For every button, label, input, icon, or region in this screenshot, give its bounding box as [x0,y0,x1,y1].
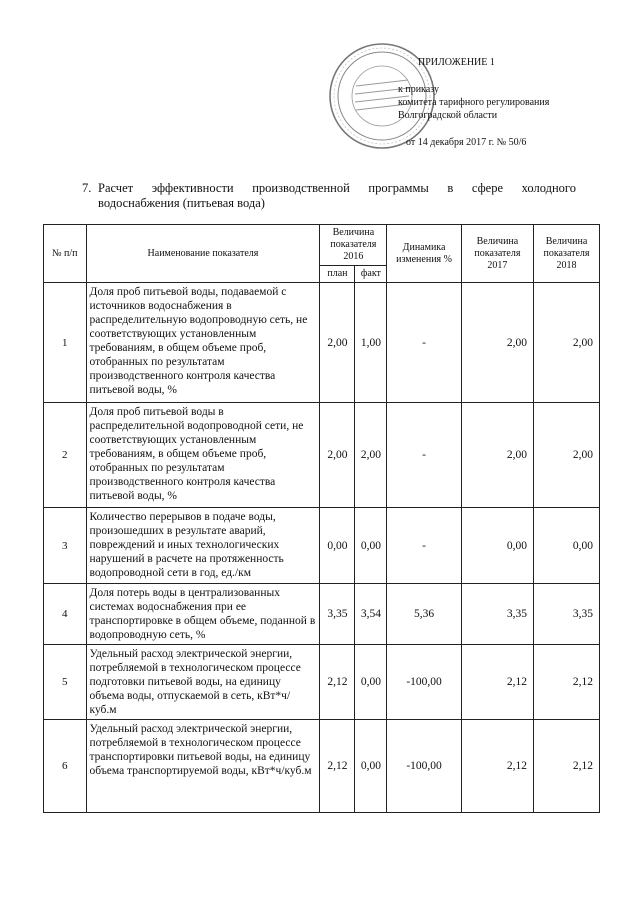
row-plan: 2,12 [320,645,355,720]
table-row [44,283,600,403]
appendix-line-1: к приказу [398,84,439,95]
row-dynamics: -100,00 [387,720,461,813]
efficiency-table [43,224,600,813]
row-number: 4 [44,584,87,645]
row-plan: 3,35 [320,584,355,645]
header-value-2017: Величина показателя 2017 [461,225,533,283]
appendix-date: от 14 декабря 2017 г. № 50/6 [406,137,527,148]
row-number: 3 [44,508,87,584]
row-plan: 2,00 [320,283,355,403]
row-value-2018: 0,00 [534,508,600,584]
header-value-2018: Величина показателя 2018 [534,225,600,283]
row-name: Доля проб питьевой воды, подаваемой с источников водоснабжения в распределительную водопроводную сеть, не соответствующих установленным требованиям, в общем объеме проб, отобранных по результатам производственного контроля качества питьевой воды, % [86,283,320,403]
header-plan: план [320,266,355,283]
row-number: 6 [44,720,87,813]
appendix-line-2: комитета тарифного регулирования [398,97,550,108]
header-value-2016: Величина показателя 2016 [320,225,387,266]
row-name: Удельный расход электрической энергии, потребляемой в технологическом процессе транспортировки питьевой воды, на единицу объема транспортируемой воды, кВт*ч/куб.м [86,720,320,813]
header-dynamics: Динамика изменения % [387,225,461,283]
header-fact: факт [355,266,387,283]
row-plan: 0,00 [320,508,355,584]
row-value-2017: 3,35 [461,584,533,645]
row-value-2017: 2,00 [461,403,533,508]
header-number: № п/п [44,225,87,283]
row-name: Доля потерь воды в централизованных системах водоснабжения при ее транспортировке в общем объеме, поданной в водопроводную сеть, % [86,584,320,645]
row-name: Доля проб питьевой воды в распределительной водопроводной сети, не соответствующих установленным требованиям, в общем объеме проб, отобранных по результатам производственного контроля качества питьевой воды, % [86,403,320,508]
row-value-2017: 0,00 [461,508,533,584]
row-number: 5 [44,645,87,720]
row-plan: 2,00 [320,403,355,508]
table-row [44,720,600,813]
row-value-2018: 2,00 [534,403,600,508]
row-value-2018: 2,12 [534,720,600,813]
row-dynamics: -100,00 [387,645,461,720]
row-value-2018: 3,35 [534,584,600,645]
row-name: Удельный расход электрической энергии, потребляемой в технологическом процессе подготовки питьевой воды, на единицу объема воды, отпускаемой в сеть, кВт*ч/куб.м [86,645,320,720]
row-fact: 3,54 [355,584,387,645]
appendix-line-3: Волгоградской области [398,110,498,121]
header-name: Наименование показателя [86,225,320,283]
row-value-2017: 2,12 [461,720,533,813]
row-number: 2 [44,403,87,508]
table-row [44,508,600,584]
row-value-2018: 2,12 [534,645,600,720]
appendix-block [398,56,628,149]
row-fact: 0,00 [355,720,387,813]
row-dynamics: 5,36 [387,584,461,645]
row-fact: 2,00 [355,403,387,508]
row-dynamics: - [387,508,461,584]
section-title-line-1: Расчет эффективности производственной программы в сфере холодного [98,181,576,195]
row-value-2018: 2,00 [534,283,600,403]
section-heading [82,181,576,211]
row-fact: 1,00 [355,283,387,403]
row-name: Количество перерывов в подаче воды, произошедших в результате аварий, повреждений и иных технологических нарушений в расчете на протяженность водопроводной сети в год, ед./км [86,508,320,584]
row-fact: 0,00 [355,508,387,584]
row-number: 1 [44,283,87,403]
table-row [44,645,600,720]
section-number: 7. [82,181,92,195]
row-dynamics: - [387,283,461,403]
row-fact: 0,00 [355,645,387,720]
section-title-line-2: водоснабжения (питьевая вода) [98,196,265,210]
row-value-2017: 2,00 [461,283,533,403]
row-dynamics: - [387,403,461,508]
table-row [44,403,600,508]
appendix-title: ПРИЛОЖЕНИЕ 1 [418,57,495,68]
row-value-2017: 2,12 [461,645,533,720]
table-row [44,584,600,645]
row-plan: 2,12 [320,720,355,813]
